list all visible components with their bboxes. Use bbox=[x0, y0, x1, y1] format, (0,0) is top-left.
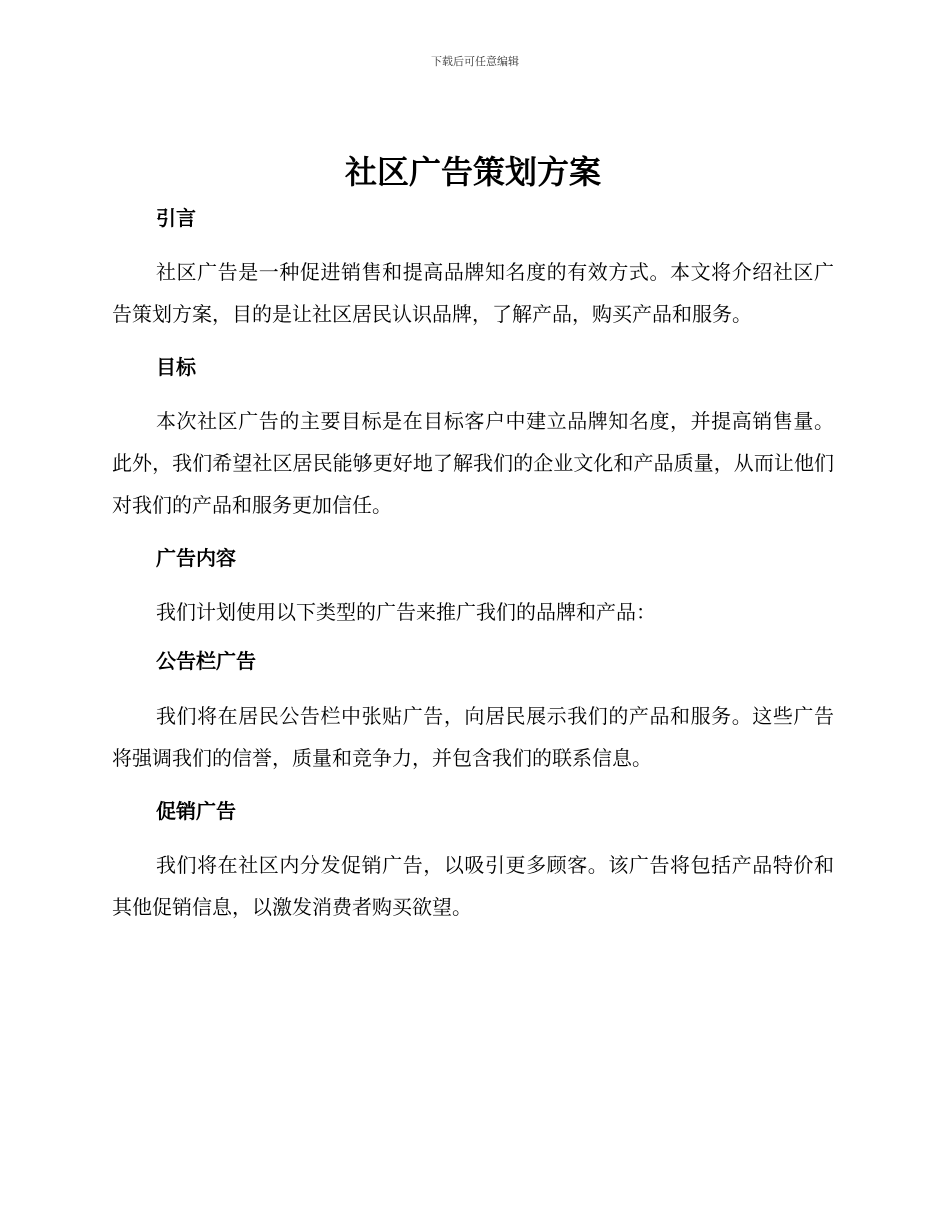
section-paragraph-promotional-ads: 我们将在社区内分发促销广告，以吸引更多顾客。该广告将包括产品特价和其他促销信息，以激发消费者购买欲望。 bbox=[112, 853, 834, 919]
document-title: 社区广告策划方案 bbox=[344, 153, 601, 191]
section-heading-ad-content: 广告内容 bbox=[156, 546, 236, 570]
section-heading-bulletin-board-ads: 公告栏广告 bbox=[156, 649, 256, 673]
section-paragraph-goals: 本次社区广告的主要目标是在目标客户中建立品牌知名度，并提高销售量。此外，我们希望社区居民能够更好地了解我们的企业文化和产品质量，从而让他们对我们的产品和服务更加信任。 bbox=[112, 409, 834, 517]
section-heading-promotional-ads: 促销广告 bbox=[156, 799, 236, 823]
section-paragraph-introduction: 社区广告是一种促进销售和提高品牌知名度的有效方式。本文将介绍社区广告策划方案，目的是让社区居民认识品牌，了解产品，购买产品和服务。 bbox=[112, 260, 834, 326]
section-heading-goals: 目标 bbox=[156, 355, 196, 379]
section-paragraph-ad-content: 我们计划使用以下类型的广告来推广我们的品牌和产品： bbox=[156, 600, 656, 624]
section-heading-introduction: 引言 bbox=[156, 206, 196, 230]
document-body bbox=[112, 146, 834, 928]
page-header: 下载后可任意编辑 bbox=[431, 55, 519, 68]
section-paragraph-bulletin-board-ads: 我们将在居民公告栏中张贴广告，向居民展示我们的产品和服务。这些广告将强调我们的信誉，质量和竞争力，并包含我们的联系信息。 bbox=[112, 704, 834, 770]
